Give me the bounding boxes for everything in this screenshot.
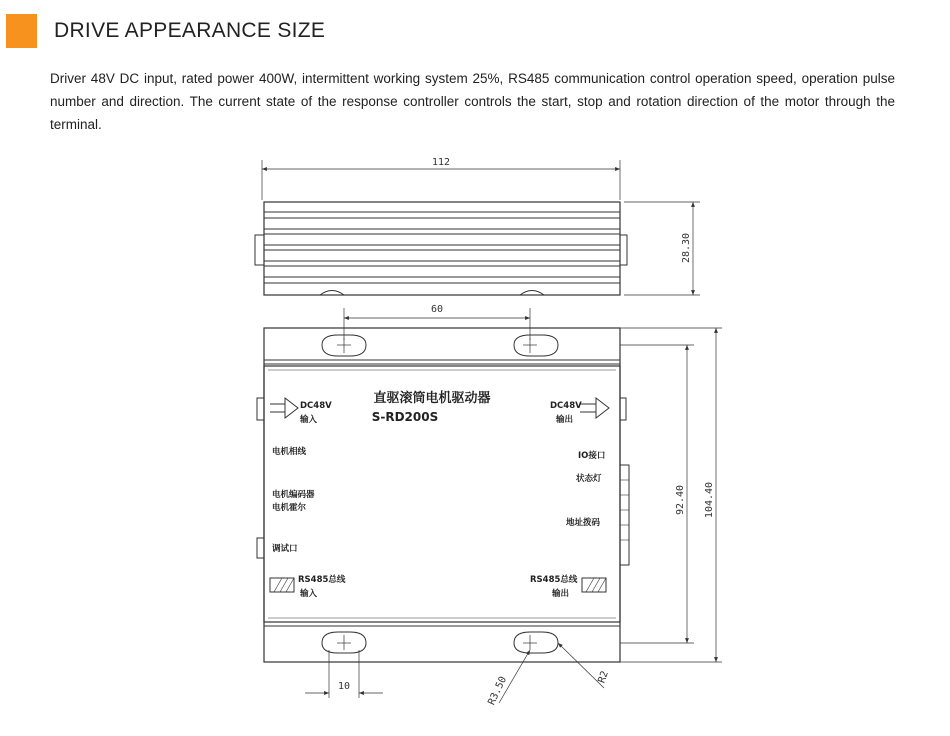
label-motor-hall: 电机霍尔 <box>272 503 307 513</box>
section-title: DRIVE APPEARANCE SIZE <box>54 19 326 42</box>
label-dc-out-2: 输出 <box>556 415 574 425</box>
top-view <box>255 160 700 295</box>
height-dimension-label: 28.30 <box>681 232 692 264</box>
panel-title: 直驱滚筒电机驱动器 <box>373 391 491 406</box>
panel-model: S-RD200S <box>371 410 439 424</box>
label-rs485-in-2: 输入 <box>300 589 318 599</box>
total-height-label: 104.40 <box>704 481 715 519</box>
label-status-light: 状态灯 <box>576 474 602 484</box>
label-motor-phase: 电机相线 <box>272 447 307 457</box>
label-dc-in-2: 输入 <box>300 415 318 425</box>
front-view <box>257 308 722 703</box>
label-debug-port: 调试口 <box>272 544 298 554</box>
label-dc-in-1: DC48V <box>300 401 332 411</box>
label-motor-encoder: 电机编码器 <box>272 490 315 500</box>
slot-width-label: 10 <box>337 681 351 692</box>
label-rs485-out-1: RS485总线 <box>530 575 578 585</box>
inner-height-label: 92.40 <box>675 484 686 516</box>
hole-spacing-label: 60 <box>430 304 444 315</box>
label-address-dip: 地址拨码 <box>566 518 601 528</box>
label-rs485-in-1: RS485总线 <box>298 575 346 585</box>
label-dc-out-1: DC48V <box>550 401 582 411</box>
label-io-port: IO接口 <box>578 451 606 461</box>
product-description: Driver 48V DC input, rated power 400W, intermittent working system 25%, RS485 communication control operation speed, operation pulse number and direction. The current state of the response controller controls the start, stop and rotation direction of the motor through the terminal. <box>50 71 895 132</box>
radius-large-label: R3.50 <box>486 674 510 707</box>
label-rs485-out-2: 输出 <box>552 589 570 599</box>
radius-small-label: R2 <box>596 669 611 685</box>
width-dimension-label: 112 <box>431 157 451 168</box>
